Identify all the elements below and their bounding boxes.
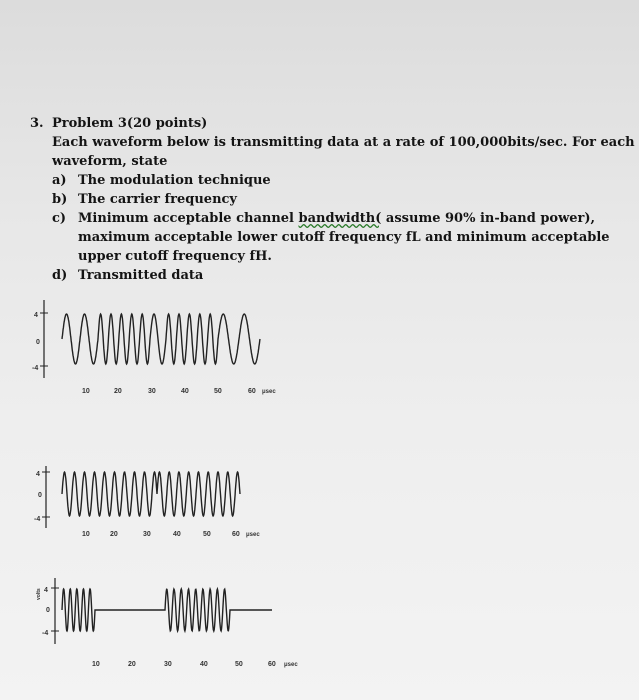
w3-tick-20: 20: [128, 661, 136, 668]
waveform-3-y-label-bottom: -4: [42, 630, 49, 637]
item-a-label: a): [52, 173, 67, 188]
w2-unit: μsec: [246, 532, 260, 538]
w2-tick-30: 30: [143, 531, 151, 538]
problem-title: Problem 3(20 points): [52, 116, 208, 131]
waveform-3: [36, 578, 298, 668]
w1-tick-50: 50: [214, 388, 222, 395]
item-b-text: The carrier frequency: [78, 192, 237, 207]
waveform-1-signal: [62, 314, 260, 364]
waveform-2-y-label-bottom: -4: [34, 516, 41, 523]
w3-tick-40: 40: [200, 661, 208, 668]
w2-tick-20: 20: [110, 531, 118, 538]
w1-tick-40: 40: [181, 388, 189, 395]
w2-tick-50: 50: [203, 531, 211, 538]
item-a-text: The modulation technique: [78, 173, 271, 188]
waveform-3-y-label-top: 4: [44, 587, 48, 594]
waveform-1-y-label-mid: 0: [36, 339, 40, 346]
item-d-text: Transmitted data: [78, 268, 204, 283]
item-d-label: d): [52, 268, 68, 283]
item-c-label: c): [52, 211, 67, 226]
item-c-text-a: Minimum acceptable channel: [78, 211, 299, 226]
w3-tick-30: 30: [164, 661, 172, 668]
w1-tick-10: 10: [82, 388, 90, 395]
intro-line-1: Each waveform below is transmitting data at a rate of 100,000bits/sec. For each: [52, 135, 635, 150]
item-c-text-b: bandwidth(: [298, 211, 382, 226]
waveform-1-y-label-bottom: -4: [32, 365, 39, 372]
waveform-3-signal: [62, 589, 272, 631]
w1-tick-60: 60: [248, 388, 256, 395]
waveform-2-signal: [62, 472, 240, 516]
problem-number: 3.: [30, 116, 44, 131]
waveform-2: [34, 466, 260, 538]
item-c-text-2: maximum acceptable lower cutoff frequency fL and minimum acceptable: [78, 230, 610, 245]
w2-tick-10: 10: [82, 531, 90, 538]
w2-tick-40: 40: [173, 531, 181, 538]
item-c-text-3: upper cutoff frequency fH.: [78, 249, 272, 264]
intro-line-2: waveform, state: [52, 154, 168, 169]
w3-tick-60: 60: [268, 661, 276, 668]
w3-tick-50: 50: [235, 661, 243, 668]
waveform-3-y-label-mid: 0: [46, 607, 50, 614]
w1-tick-30: 30: [148, 388, 156, 395]
w2-tick-60: 60: [232, 531, 240, 538]
waveform-2-y-label-top: 4: [36, 471, 40, 478]
item-c-text-c: assume 90% in-band power),: [381, 211, 596, 226]
w3-tick-10: 10: [92, 661, 100, 668]
item-b-label: b): [52, 192, 68, 207]
w3-unit: μsec: [284, 662, 298, 668]
waveform-1: [32, 300, 276, 395]
waveform-3-y-unit: volts: [36, 588, 42, 600]
waveform-2-y-label-mid: 0: [38, 492, 42, 499]
w1-unit: μsec: [262, 389, 276, 395]
waveform-1-y-label-top: 4: [34, 312, 38, 319]
w1-tick-20: 20: [114, 388, 122, 395]
